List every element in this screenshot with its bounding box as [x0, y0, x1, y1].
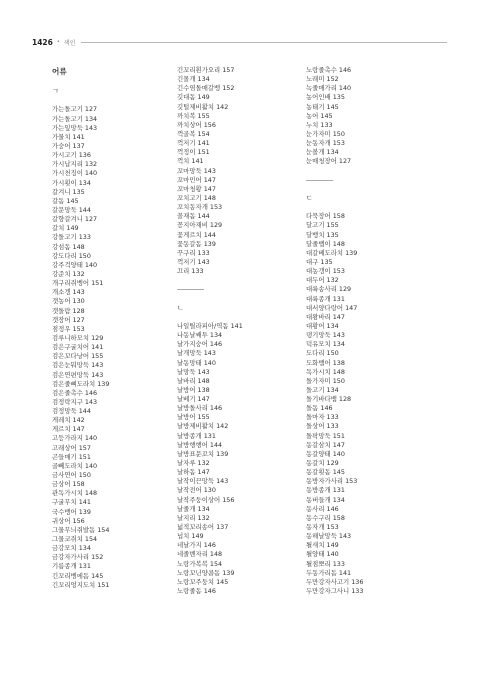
index-entry: 날방표문꼬치 139: [177, 449, 229, 458]
index-entry: 강섬돔 148: [52, 242, 85, 251]
index-entry: 대왕바리 147: [306, 312, 345, 321]
index-entry: 갯농어 130: [52, 297, 85, 306]
index-entry: 가숭어 137: [52, 141, 85, 150]
index-entry: 강돌고기 133: [52, 233, 91, 242]
index-entry: 눈볼개 134: [306, 148, 339, 157]
index-entry: 골뻬도라치 140: [52, 461, 98, 470]
index-entry: 점정우 153: [52, 324, 85, 333]
index-entry: 달뱅치 135: [306, 230, 339, 239]
index-entry: 노랑줄돔 146: [177, 587, 216, 596]
index-entry: 도다리 150: [306, 349, 339, 358]
spacer: [306, 185, 426, 194]
index-entry: 대륙송사리 129: [306, 285, 352, 294]
index-entry: 눈동자개 153: [306, 139, 345, 148]
running-title: 색인: [63, 39, 76, 47]
index-entry: 날지리 132: [177, 513, 210, 522]
index-entry: 도화뱀어 138: [306, 358, 345, 367]
index-entry: 가는돌고기 127: [52, 105, 98, 114]
index-entry: 동사리 146: [306, 504, 339, 513]
section-heading: ㄱ: [52, 87, 59, 96]
index-entry: 게르치 147: [52, 425, 85, 434]
index-entry: 동방종개 131: [306, 486, 345, 495]
index-entry: 노랑가복복 154: [177, 559, 223, 568]
index-entry: 꺽치 141: [177, 157, 204, 166]
index-entry: 가는잎망둑 143: [52, 123, 98, 132]
index-entry: 관독가시치 148: [52, 489, 98, 498]
index-entry: 녹줄매가리 140: [306, 84, 352, 93]
index-entry: 가물치 141: [52, 132, 85, 141]
index-title: 어류: [52, 67, 67, 76]
spacer: [306, 203, 426, 212]
index-entry: 날작전어 130: [177, 486, 216, 495]
index-entry: 개소겡 143: [52, 288, 85, 297]
index-column-1: [52, 66, 172, 590]
index-entry: 기름종개 131: [52, 562, 91, 571]
index-entry: 가시천징이 140: [52, 169, 98, 178]
index-entry: 검은연편망둑 143: [52, 370, 104, 379]
index-entry: 가시고기 136: [52, 151, 91, 160]
section-heading: ㄴ: [177, 303, 184, 312]
index-entry: 긴꼬리흰가오리 157: [177, 66, 235, 74]
index-entry: 대두어 132: [306, 276, 339, 285]
index-entry: 동갈삼치 147: [306, 440, 345, 449]
index-entry: 동갈치 129: [306, 459, 339, 468]
index-entry: 대갈베도라치 139: [306, 248, 358, 257]
index-entry: 게레치 142: [52, 416, 85, 425]
index-entry: 돌기바다뱀 128: [306, 395, 352, 404]
index-entry: 깃대돔 149: [177, 93, 210, 102]
index-entry: 동버들개 134: [306, 495, 345, 504]
index-entry: 그물코쥐치 154: [52, 535, 98, 544]
spacer: [306, 167, 426, 176]
index-entry: 달고기 155: [306, 221, 339, 230]
index-entry: 두동가리돔 141: [306, 568, 352, 577]
index-entry: 꽁지아재비 129: [177, 221, 223, 230]
index-entry: 갈겨니 135: [52, 187, 85, 196]
index-entry: 곤들매기 151: [52, 452, 91, 461]
page-header: [32, 36, 447, 48]
section-divider: [177, 285, 297, 294]
header-rule: [81, 42, 447, 43]
index-entry: 까치상어 156: [177, 120, 216, 129]
index-entry: 날작주둥이상어 156: [177, 495, 235, 504]
index-entry: 동자개 153: [306, 523, 339, 532]
index-entry: 댕기망둑 143: [306, 331, 345, 340]
index-entry: 검정망둑 144: [52, 407, 91, 416]
index-entry: 금상어 158: [52, 480, 85, 489]
index-entry: 꺽정이 151: [177, 148, 210, 157]
index-entry: 개구리쥐벵어 151: [52, 279, 104, 288]
index-entry: 눈매청장어 127: [306, 157, 352, 166]
index-entry: 대황어 134: [306, 321, 339, 330]
index-entry: 가시횟이 134: [52, 178, 91, 187]
index-entry: 꼬마망둑 143: [177, 166, 216, 175]
index-entry: 대서양다랑어 147: [306, 303, 358, 312]
index-entry: 강도다리 150: [52, 251, 91, 260]
index-entry: 날방종개 131: [177, 431, 216, 440]
index-entry: 두만강자그사니 133: [306, 587, 364, 596]
index-entry: 노래미 152: [306, 75, 339, 84]
index-entry: 까치복 155: [177, 111, 210, 120]
index-entry: 날가지숭어 146: [177, 340, 223, 349]
index-entry: 꼬치고기 148: [177, 193, 216, 202]
index-entry: 강준치 132: [52, 269, 85, 278]
index-entry: 농태기 145: [306, 102, 339, 111]
index-entry: 동수구리 158: [306, 513, 345, 522]
index-entry: 나동날쌔투 134: [177, 331, 223, 340]
index-entry: 금강자가사리 152: [52, 553, 104, 562]
index-entry: 될양태 140: [306, 550, 339, 559]
index-entry: 검은꼬다낭어 155: [52, 352, 104, 361]
index-column-3: [306, 66, 426, 596]
index-entry: 덕유모치 134: [306, 340, 345, 349]
index-entry: 돌마자 133: [306, 413, 339, 422]
index-entry: 돌상어 133: [306, 422, 339, 431]
index-entry: 날하돔 147: [177, 468, 210, 477]
index-entry: 넙치 149: [177, 532, 204, 541]
index-entry: 네날가지 146: [177, 541, 216, 550]
index-entry: 꾸구리 133: [177, 248, 210, 257]
index-entry: 돌돔 146: [306, 404, 333, 413]
index-entry: 동갈횟돔 145: [306, 468, 345, 477]
index-entry: 검정락지구 143: [52, 397, 98, 406]
index-entry: 네줄벤자리 148: [177, 550, 223, 559]
index-entry: 검은줄뼈도라치 139: [52, 379, 110, 388]
section-heading: ㄷ: [306, 193, 313, 202]
index-entry: 동해날망둑 143: [306, 532, 352, 541]
index-entry: 꺽골복 154: [177, 129, 210, 138]
index-entry: 날줄개 134: [177, 504, 210, 513]
index-entry: 동방자가사리 153: [306, 477, 358, 486]
index-entry: 날바리 148: [177, 376, 210, 385]
index-entry: 날동망태 140: [177, 358, 216, 367]
index-entry: 날베기 147: [177, 395, 210, 404]
index-entry: 날방돌사리 146: [177, 404, 223, 413]
index-entry: 꽃게르치 144: [177, 230, 216, 239]
index-entry: 금사연어 150: [52, 471, 91, 480]
index-entry: 날방어 138: [177, 385, 210, 394]
index-entry: 노랑꼬닌양콤돔 139: [177, 568, 235, 577]
index-entry: 눈가자미 150: [306, 129, 345, 138]
index-entry: 긴수염돌매갈뱅 152: [177, 84, 235, 93]
index-entry: 될새치 149: [306, 541, 339, 550]
index-entry: 돌고기 134: [306, 385, 339, 394]
index-entry: 날방제비활치 142: [177, 422, 229, 431]
index-entry: 검은줄촉수 146: [52, 388, 98, 397]
index-entry: 날망둑 143: [177, 367, 210, 376]
index-entry: 그물무늬쥐발돔 154: [52, 525, 110, 534]
spacer: [177, 313, 297, 322]
index-entry: 구굴무치 141: [52, 498, 91, 507]
spacer: [177, 276, 297, 285]
index-entry: 가는돌고기 134: [52, 114, 98, 123]
index-entry: 갈돔 145: [52, 196, 79, 205]
index-entry: 꺽저기 141: [177, 139, 210, 148]
index-entry: 긴몰개 134: [177, 75, 210, 84]
index-entry: 깃털제비활치 142: [177, 102, 229, 111]
index-entry: 돌가자미 150: [306, 376, 345, 385]
index-entry: 강주걱양태 140: [52, 260, 98, 269]
index-entry: 꼬마청황 147: [177, 184, 216, 193]
index-entry: 농어인배 135: [306, 93, 345, 102]
index-entry: 넓적꼬리송어 137: [177, 523, 229, 532]
index-entry: 금강모치 134: [52, 544, 91, 553]
index-entry: 날개망둑 143: [177, 349, 216, 358]
index-entry: 긴꼬리벵에돔 145: [52, 571, 104, 580]
index-entry: 끄리 133: [177, 267, 204, 276]
index-entry: 검은눈뭐망둑 143: [52, 361, 104, 370]
index-entry: 독가시치 148: [306, 367, 345, 376]
page-number: 1426: [32, 37, 53, 47]
section-divider: [306, 176, 426, 185]
index-entry: 다묵장어 158: [306, 212, 345, 221]
index-entry: 농어 145: [306, 111, 333, 120]
index-entry: 대구 135: [306, 257, 333, 266]
index-entry: 꼴재돔 144: [177, 212, 210, 221]
index-entry: 돌팍망둑 151: [306, 431, 345, 440]
index-entry: 고등가라지 140: [52, 434, 98, 443]
index-entry: 노랑꼬주둥치 145: [177, 577, 229, 586]
index-entry: 귀상어 156: [52, 516, 85, 525]
index-entry: 국수뱅어 139: [52, 507, 91, 516]
index-entry: 날작이끈망둑 143: [177, 477, 229, 486]
index-entry: 검루니하모치 129: [52, 333, 104, 342]
index-entry: 두만강자사고기 136: [306, 577, 364, 586]
index-entry: 검은구굴치어 141: [52, 343, 104, 352]
index-entry: 누치 133: [306, 120, 333, 129]
index-entry: 꼬마민어 147: [177, 175, 216, 184]
index-entry: 갈문망둑 144: [52, 205, 91, 214]
index-entry: 고래상어 157: [52, 443, 91, 452]
index-entry: 꼬치동자개 153: [177, 203, 223, 212]
index-entry: 갯장어 127: [52, 315, 85, 324]
index-entry: 대농갱이 153: [306, 267, 345, 276]
index-entry: 날방어 155: [177, 413, 210, 422]
index-entry: 갯돌람 128: [52, 306, 85, 315]
index-entry: 날방행행어 144: [177, 440, 223, 449]
index-entry: 노랑줄촉수 146: [306, 66, 352, 74]
index-entry: 대륙종개 131: [306, 294, 345, 303]
spacer: [52, 78, 172, 87]
index-entry: 긴꼬리엉지도치 151: [52, 580, 110, 589]
spacer: [177, 295, 297, 304]
header-bullet: •: [56, 39, 60, 45]
index-entry: 갈향갈겨니 127: [52, 215, 98, 224]
index-entry: 동갈양태 140: [306, 449, 345, 458]
index-entry: 꽃동갈돔 139: [177, 239, 216, 248]
index-entry: 달줄뱁이 148: [306, 239, 345, 248]
index-entry: 날자루 132: [177, 459, 210, 468]
index-entry: 갈치 149: [52, 224, 79, 233]
index-entry: 될점뽀리 133: [306, 559, 345, 568]
index-entry: 가시납지리 132: [52, 160, 98, 169]
index-entry: 꺽저기 143: [177, 257, 210, 266]
index-entry: 나일틸라피아/역돔 141: [177, 321, 243, 330]
index-column-2: [177, 66, 297, 596]
